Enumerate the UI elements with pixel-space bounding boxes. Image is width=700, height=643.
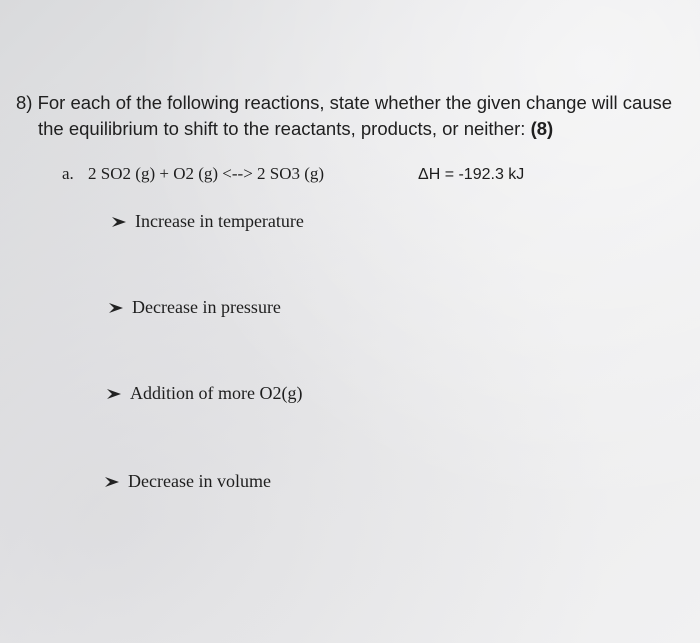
change-item-label: Decrease in pressure (132, 297, 281, 317)
question-points: (8) (530, 118, 554, 139)
change-item-pressure (108, 297, 281, 318)
enthalpy-change: ΔH = -192.3 kJ (418, 166, 525, 183)
arrowhead-bullet-icon (108, 302, 124, 314)
change-item-temperature (111, 211, 304, 232)
reaction-label: a. (62, 164, 74, 183)
question-line-1: 8) For each of the following reactions, state whether the given change will cause (16, 92, 673, 113)
arrowhead-bullet-icon (111, 216, 127, 228)
question-line-2 (16, 116, 676, 142)
reaction-formula: 2 SO2 (g) + O2 (g) <--> 2 SO3 (g) (88, 164, 325, 183)
change-item-label: Addition of more O2(g) (130, 383, 303, 403)
question-line-2-text: the equilibrium to shift to the reactants, products, or neither: (38, 118, 531, 139)
arrowhead-bullet-icon (104, 476, 120, 488)
reaction-equation (62, 164, 324, 184)
arrowhead-bullet-icon (106, 388, 122, 400)
change-item-volume (104, 471, 271, 492)
question-prompt (16, 90, 676, 142)
change-item-oxygen (106, 383, 302, 404)
change-item-label: Decrease in volume (128, 471, 271, 491)
change-item-label: Increase in temperature (135, 211, 304, 231)
